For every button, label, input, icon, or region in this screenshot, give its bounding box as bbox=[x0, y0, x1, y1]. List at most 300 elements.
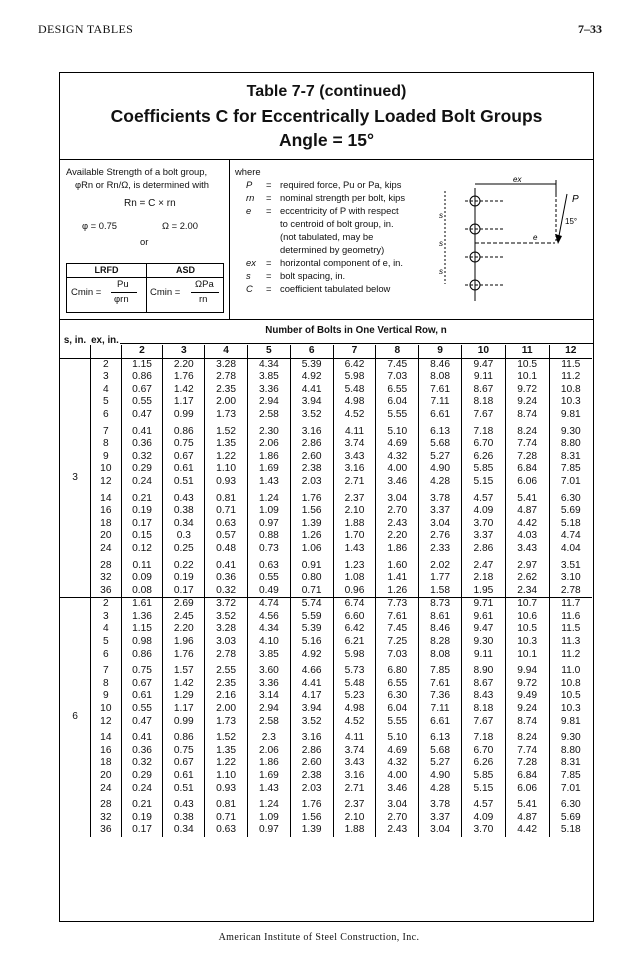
coefficient-cell: 0.57 bbox=[205, 530, 248, 543]
coefficient-cell: 4.42 bbox=[505, 824, 549, 837]
coefficient-cell: 0.67 bbox=[121, 384, 163, 397]
table-row bbox=[60, 422, 592, 439]
coefficient-cell: 3.16 bbox=[290, 422, 333, 439]
coefficient-cell: 2.86 bbox=[290, 745, 333, 758]
coefficient-cell: 4.74 bbox=[549, 530, 592, 543]
coefficient-cell: 8.74 bbox=[505, 716, 549, 729]
coefficient-cell: 6.80 bbox=[376, 661, 419, 678]
coefficient-cell: 0.32 bbox=[205, 585, 248, 598]
coefficient-cell: 2.55 bbox=[205, 661, 248, 678]
coefficient-cell: 2.58 bbox=[247, 409, 290, 422]
coefficient-cell: 1.17 bbox=[163, 703, 205, 716]
table-row bbox=[60, 585, 592, 598]
coefficient-cell: 5.39 bbox=[290, 623, 333, 636]
diagram-e-label: e bbox=[533, 233, 538, 242]
notes-divider bbox=[229, 159, 230, 319]
coefficient-cell: 7.11 bbox=[419, 396, 462, 409]
where-equals: = bbox=[266, 257, 272, 268]
coefficient-cell: 6.13 bbox=[419, 728, 462, 745]
coefficient-cell: 0.86 bbox=[121, 649, 163, 662]
table-angle: Angle = 15° bbox=[278, 130, 375, 150]
coefficient-cell: 3.74 bbox=[333, 438, 376, 451]
ex-value-cell: 7 bbox=[91, 661, 122, 678]
coefficient-cell: 2.3 bbox=[247, 728, 290, 745]
diagram-ex-label: ex bbox=[513, 176, 522, 184]
coefficient-cell: 8.31 bbox=[549, 451, 592, 464]
coefficient-cell: 4.00 bbox=[376, 770, 419, 783]
coefficient-cell: 5.59 bbox=[290, 611, 333, 624]
ex-value-cell: 10 bbox=[91, 703, 122, 716]
coefficient-cell: 1.73 bbox=[205, 716, 248, 729]
coefficient-cell: 2.02 bbox=[419, 556, 462, 573]
where-row bbox=[246, 230, 373, 243]
coefficient-cell: 0.80 bbox=[290, 572, 333, 585]
ex-header: ex, in. bbox=[91, 335, 119, 346]
coefficient-cell: 7.45 bbox=[376, 623, 419, 636]
coefficient-cell: 0.24 bbox=[121, 476, 163, 489]
coefficient-cell: 1.39 bbox=[290, 824, 333, 837]
coefficient-cell: 6.06 bbox=[505, 783, 549, 796]
coefficient-cell: 3.16 bbox=[333, 463, 376, 476]
coefficient-cell: 0.75 bbox=[121, 661, 163, 678]
coefficient-cell: 0.61 bbox=[121, 690, 163, 703]
coefficient-cell: 7.03 bbox=[376, 371, 419, 384]
ex-value-cell: 4 bbox=[91, 384, 122, 397]
coefficient-cell: 10.1 bbox=[505, 371, 549, 384]
coefficient-cell: 3.60 bbox=[247, 661, 290, 678]
coefficient-cell: 4.52 bbox=[333, 716, 376, 729]
coefficient-cell: 0.38 bbox=[163, 505, 205, 518]
ex-value-cell: 2 bbox=[91, 358, 122, 371]
coefficient-cell: 6.30 bbox=[549, 795, 592, 812]
coefficient-cell: 0.21 bbox=[121, 795, 163, 812]
coefficient-cell: 1.76 bbox=[163, 649, 205, 662]
table-row bbox=[60, 476, 592, 489]
coefficient-cell: 9.81 bbox=[549, 409, 592, 422]
coefficient-cell: 10.5 bbox=[549, 690, 592, 703]
coefficient-cell: 4.28 bbox=[419, 476, 462, 489]
note-line-1: Available Strength of a bolt group, bbox=[66, 166, 208, 177]
coefficient-cell: 7.01 bbox=[549, 783, 592, 796]
coefficient-cell: 2.97 bbox=[505, 556, 549, 573]
coefficient-cell: 11.5 bbox=[549, 623, 592, 636]
coefficient-cell: 1.76 bbox=[290, 489, 333, 506]
coefficient-cell: 0.32 bbox=[121, 451, 163, 464]
table-row bbox=[60, 824, 592, 837]
n-column-header: 7 bbox=[333, 345, 376, 358]
bolt-group-diagram bbox=[425, 176, 590, 306]
coefficient-cell: 0.17 bbox=[163, 585, 205, 598]
where-row bbox=[246, 243, 384, 256]
coefficient-cell: 2.86 bbox=[290, 438, 333, 451]
coefficients-table bbox=[60, 345, 592, 837]
coefficient-cell: 1.35 bbox=[205, 745, 248, 758]
coefficient-cell: 2.78 bbox=[205, 649, 248, 662]
n-column-header: 12 bbox=[549, 345, 592, 358]
coefficient-cell: 1.24 bbox=[247, 489, 290, 506]
coefficient-cell: 0.63 bbox=[205, 518, 248, 531]
table-row bbox=[60, 409, 592, 422]
coefficient-cell: 0.71 bbox=[205, 505, 248, 518]
coefficient-cell: 6.70 bbox=[461, 745, 505, 758]
coefficient-cell: 7.45 bbox=[376, 358, 419, 371]
where-equals: = bbox=[266, 283, 272, 294]
coefficient-cell: 5.98 bbox=[333, 649, 376, 662]
coefficient-cell: 1.06 bbox=[290, 543, 333, 556]
coefficient-cell: 8.31 bbox=[549, 757, 592, 770]
n-column-header: 4 bbox=[205, 345, 248, 358]
table-number: Table 7-7 (continued) bbox=[246, 83, 407, 100]
coefficient-cell: 11.2 bbox=[549, 371, 592, 384]
coefficient-cell: 0.86 bbox=[163, 422, 205, 439]
coefficient-cell: 8.80 bbox=[549, 438, 592, 451]
coefficient-cell: 0.41 bbox=[121, 422, 163, 439]
ex-value-cell: 18 bbox=[91, 518, 122, 531]
coefficient-cell: 10.3 bbox=[505, 636, 549, 649]
lrfd-denominator: φrn bbox=[114, 294, 129, 305]
coefficient-cell: 0.22 bbox=[163, 556, 205, 573]
coefficient-cell: 10.8 bbox=[549, 384, 592, 397]
coefficient-cell: 5.15 bbox=[461, 476, 505, 489]
table-row bbox=[60, 505, 592, 518]
coefficient-cell: 1.41 bbox=[376, 572, 419, 585]
ex-value-cell: 9 bbox=[91, 451, 122, 464]
ex-value-cell: 12 bbox=[91, 716, 122, 729]
coefficient-cell: 0.86 bbox=[163, 728, 205, 745]
coefficient-cell: 3.04 bbox=[376, 795, 419, 812]
ex-value-cell: 14 bbox=[91, 728, 122, 745]
coefficient-cell: 2.43 bbox=[376, 824, 419, 837]
table-row bbox=[60, 678, 592, 691]
ex-value-cell: 32 bbox=[91, 572, 122, 585]
table-row bbox=[60, 451, 592, 464]
coefficient-cell: 0.91 bbox=[290, 556, 333, 573]
coefficient-cell: 2.18 bbox=[461, 572, 505, 585]
coefficient-cell: 9.30 bbox=[549, 728, 592, 745]
table-row bbox=[60, 770, 592, 783]
coefficient-cell: 5.85 bbox=[461, 770, 505, 783]
where-equals: = bbox=[266, 179, 272, 190]
coefficient-cell: 3.46 bbox=[376, 783, 419, 796]
coefficient-cell: 0.17 bbox=[121, 518, 163, 531]
coefficient-cell: 5.74 bbox=[290, 598, 333, 611]
coefficient-cell: 9.47 bbox=[461, 358, 505, 371]
coefficient-cell: 5.69 bbox=[549, 505, 592, 518]
where-text: nominal strength per bolt, kips bbox=[280, 192, 406, 203]
coefficient-cell: 6.26 bbox=[461, 451, 505, 464]
coefficient-cell: 3.70 bbox=[461, 824, 505, 837]
coefficient-cell: 11.3 bbox=[549, 636, 592, 649]
ex-value-cell: 24 bbox=[91, 783, 122, 796]
coefficient-cell: 1.10 bbox=[205, 770, 248, 783]
coefficient-cell: 1.26 bbox=[290, 530, 333, 543]
coefficient-cell: 7.28 bbox=[505, 757, 549, 770]
coefficient-cell: 5.73 bbox=[333, 661, 376, 678]
table-row bbox=[60, 598, 592, 611]
coefficient-cell: 9.72 bbox=[505, 678, 549, 691]
table-row bbox=[60, 463, 592, 476]
coefficient-cell: 11.6 bbox=[549, 611, 592, 624]
coefficient-cell: 6.21 bbox=[333, 636, 376, 649]
coefficient-cell: 2.38 bbox=[290, 463, 333, 476]
coefficient-cell: 8.18 bbox=[461, 396, 505, 409]
coefficient-cell: 9.61 bbox=[461, 611, 505, 624]
where-row bbox=[246, 282, 390, 295]
coefficient-cell: 6.61 bbox=[419, 409, 462, 422]
table-row bbox=[60, 611, 592, 624]
diagram-s-label-2: s bbox=[439, 239, 443, 248]
coefficient-cell: 6.26 bbox=[461, 757, 505, 770]
table-row bbox=[60, 690, 592, 703]
coefficient-cell: 3.78 bbox=[419, 795, 462, 812]
coefficient-cell: 0.67 bbox=[163, 757, 205, 770]
coefficient-cell: 6.55 bbox=[376, 678, 419, 691]
coefficient-cell: 4.00 bbox=[376, 463, 419, 476]
coefficient-cell: 1.88 bbox=[333, 518, 376, 531]
coefficient-cell: 1.76 bbox=[290, 795, 333, 812]
where-symbol: s bbox=[246, 270, 251, 281]
table-row bbox=[60, 703, 592, 716]
coefficient-cell: 7.61 bbox=[419, 384, 462, 397]
coefficient-cell: 7.85 bbox=[419, 661, 462, 678]
lrfd-asd-box bbox=[66, 263, 224, 313]
ex-value-cell: 3 bbox=[91, 611, 122, 624]
coefficient-cell: 0.3 bbox=[163, 530, 205, 543]
box-vline bbox=[146, 264, 147, 312]
coefficient-cell: 0.36 bbox=[121, 745, 163, 758]
coefficient-cell: 4.98 bbox=[333, 703, 376, 716]
coefficient-cell: 7.85 bbox=[549, 770, 592, 783]
coefficient-cell: 2.47 bbox=[461, 556, 505, 573]
coefficient-cell: 1.96 bbox=[163, 636, 205, 649]
coefficient-cell: 9.81 bbox=[549, 716, 592, 729]
coefficient-cell: 3.94 bbox=[290, 703, 333, 716]
table-frame bbox=[59, 72, 594, 922]
table-row bbox=[60, 518, 592, 531]
cmin-asd-label: Cmin = bbox=[150, 287, 181, 298]
coefficient-cell: 7.25 bbox=[376, 636, 419, 649]
coefficient-cell: 1.22 bbox=[205, 757, 248, 770]
coefficient-cell: 1.88 bbox=[333, 824, 376, 837]
coefficient-cell: 8.67 bbox=[461, 678, 505, 691]
coefficient-cell: 10.8 bbox=[549, 678, 592, 691]
coefficient-cell: 6.70 bbox=[461, 438, 505, 451]
coefficient-cell: 0.63 bbox=[247, 556, 290, 573]
ex-value-cell: 4 bbox=[91, 623, 122, 636]
coefficient-cell: 7.67 bbox=[461, 716, 505, 729]
asd-header: ASD bbox=[175, 265, 195, 275]
n-column-header: 6 bbox=[290, 345, 333, 358]
coefficient-cell: 6.06 bbox=[505, 476, 549, 489]
coefficient-cell: 2.10 bbox=[333, 505, 376, 518]
coefficient-cell: 2.62 bbox=[505, 572, 549, 585]
coefficient-cell: 7.11 bbox=[419, 703, 462, 716]
coefficient-cell: 2.33 bbox=[419, 543, 462, 556]
n-column-header: 2 bbox=[121, 345, 163, 358]
where-text: horizontal component of e, in. bbox=[280, 257, 403, 268]
coefficient-cell: 1.15 bbox=[121, 623, 163, 636]
coefficient-cell: 3.28 bbox=[205, 623, 248, 636]
coefficient-cell: 2.38 bbox=[290, 770, 333, 783]
ex-value-cell: 16 bbox=[91, 745, 122, 758]
coefficient-cell: 2.71 bbox=[333, 783, 376, 796]
coefficient-cell: 3.10 bbox=[549, 572, 592, 585]
coefficient-cell: 2.20 bbox=[163, 358, 205, 371]
coefficient-cell: 5.10 bbox=[376, 728, 419, 745]
coefficient-cell: 5.41 bbox=[505, 489, 549, 506]
coefficient-cell: 0.96 bbox=[333, 585, 376, 598]
coefficient-cell: 1.76 bbox=[163, 371, 205, 384]
table-row bbox=[60, 396, 592, 409]
coefficient-cell: 0.51 bbox=[163, 476, 205, 489]
coefficient-cell: 5.55 bbox=[376, 716, 419, 729]
coefficient-cell: 0.41 bbox=[205, 556, 248, 573]
diagram-p-label: P bbox=[572, 194, 579, 205]
coefficient-cell: 4.92 bbox=[290, 649, 333, 662]
coefficient-cell: 3.16 bbox=[290, 728, 333, 745]
ex-value-cell: 9 bbox=[91, 690, 122, 703]
coefficient-cell: 2.03 bbox=[290, 476, 333, 489]
coefficient-cell: 0.12 bbox=[121, 543, 163, 556]
coefficient-cell: 11.0 bbox=[549, 661, 592, 678]
coefficient-cell: 6.60 bbox=[333, 611, 376, 624]
table-row bbox=[60, 728, 592, 745]
coefficient-cell: 1.17 bbox=[163, 396, 205, 409]
where-equals: = bbox=[266, 192, 272, 203]
coefficient-cell: 3.36 bbox=[247, 678, 290, 691]
coefficient-cell: 4.57 bbox=[461, 489, 505, 506]
coefficient-cell: 8.74 bbox=[505, 409, 549, 422]
coefficient-cell: 1.09 bbox=[247, 812, 290, 825]
coefficient-cell: 1.86 bbox=[247, 451, 290, 464]
coefficient-cell: 0.29 bbox=[121, 463, 163, 476]
coefficient-cell: 6.42 bbox=[333, 358, 376, 371]
coefficient-cell: 2.69 bbox=[163, 598, 205, 611]
coefficient-cell: 2.20 bbox=[376, 530, 419, 543]
coefficient-cell: 5.39 bbox=[290, 358, 333, 371]
coefficient-cell: 3.04 bbox=[419, 824, 462, 837]
coefficient-cell: 1.56 bbox=[290, 812, 333, 825]
coefficient-cell: 9.24 bbox=[505, 396, 549, 409]
coefficient-cell: 6.61 bbox=[419, 716, 462, 729]
coefficient-cell: 0.32 bbox=[121, 757, 163, 770]
coefficient-cell: 4.69 bbox=[376, 438, 419, 451]
coefficient-cell: 1.70 bbox=[333, 530, 376, 543]
where-symbol: ex bbox=[246, 257, 256, 268]
s-value-cell: 6 bbox=[60, 598, 91, 837]
table-row bbox=[60, 623, 592, 636]
coefficient-cell: 3.36 bbox=[247, 384, 290, 397]
coefficient-cell: 0.48 bbox=[205, 543, 248, 556]
coefficient-cell: 0.99 bbox=[163, 409, 205, 422]
coefficient-cell: 3.04 bbox=[419, 518, 462, 531]
coefficient-cell: 4.92 bbox=[290, 371, 333, 384]
coefficient-cell: 4.41 bbox=[290, 678, 333, 691]
coefficient-cell: 0.41 bbox=[121, 728, 163, 745]
s-value-cell: 3 bbox=[60, 358, 91, 598]
coefficient-cell: 3.78 bbox=[419, 489, 462, 506]
coefficient-cell: 4.87 bbox=[505, 505, 549, 518]
where-text: bolt spacing, in. bbox=[280, 270, 346, 281]
coefficient-cell: 0.73 bbox=[247, 543, 290, 556]
asd-denominator: rn bbox=[199, 294, 208, 305]
coefficient-cell: 8.46 bbox=[419, 623, 462, 636]
coefficient-cell: 8.08 bbox=[419, 371, 462, 384]
where-equals: = bbox=[266, 205, 272, 216]
coefficient-cell: 4.03 bbox=[505, 530, 549, 543]
ex-value-cell: 6 bbox=[91, 409, 122, 422]
coefficient-cell: 7.18 bbox=[461, 422, 505, 439]
coefficient-cell: 0.93 bbox=[205, 476, 248, 489]
where-text: (not tabulated, may be bbox=[280, 231, 374, 242]
where-symbol: e bbox=[246, 205, 252, 216]
coefficient-cell: 7.61 bbox=[419, 678, 462, 691]
coefficient-cell: 0.75 bbox=[163, 438, 205, 451]
coefficient-cell: 6.84 bbox=[505, 463, 549, 476]
ex-value-cell: 36 bbox=[91, 585, 122, 598]
coefficient-cell: 4.42 bbox=[505, 518, 549, 531]
where-text: determined by geometry) bbox=[280, 244, 385, 255]
ex-value-cell: 36 bbox=[91, 824, 122, 837]
coefficient-cell: 8.43 bbox=[461, 690, 505, 703]
coefficient-cell: 10.3 bbox=[549, 396, 592, 409]
coefficient-cell: 0.36 bbox=[121, 438, 163, 451]
coefficient-cell: 7.85 bbox=[549, 463, 592, 476]
where-text: eccentricity of P with respect bbox=[280, 205, 399, 216]
coefficient-cell: 6.84 bbox=[505, 770, 549, 783]
coefficient-cell: 9.24 bbox=[505, 703, 549, 716]
where-row bbox=[246, 204, 399, 217]
coefficient-cell: 1.43 bbox=[333, 543, 376, 556]
coefficient-cell: 0.15 bbox=[121, 530, 163, 543]
coefficient-cell: 4.90 bbox=[419, 463, 462, 476]
coefficient-cell: 1.42 bbox=[163, 678, 205, 691]
coefficient-cell: 3.43 bbox=[505, 543, 549, 556]
coefficient-cell: 7.01 bbox=[549, 476, 592, 489]
n-column-header: 8 bbox=[376, 345, 419, 358]
coefficient-cell: 0.47 bbox=[121, 716, 163, 729]
coefficient-cell: 7.67 bbox=[461, 409, 505, 422]
coefficient-cell: 1.73 bbox=[205, 409, 248, 422]
coefficient-cell: 8.46 bbox=[419, 358, 462, 371]
coefficient-cell: 2.35 bbox=[205, 384, 248, 397]
coefficient-cell: 9.49 bbox=[505, 690, 549, 703]
coefficient-cell: 0.34 bbox=[163, 824, 205, 837]
coefficient-cell: 6.74 bbox=[333, 598, 376, 611]
column-header-row bbox=[60, 345, 592, 358]
coefficient-cell: 0.43 bbox=[163, 489, 205, 506]
coefficient-cell: 0.21 bbox=[121, 489, 163, 506]
coefficient-cell: 3.46 bbox=[376, 476, 419, 489]
coefficient-cell: 1.52 bbox=[205, 728, 248, 745]
coefficient-cell: 0.55 bbox=[121, 396, 163, 409]
coefficient-cell: 8.28 bbox=[419, 636, 462, 649]
coefficient-cell: 0.61 bbox=[163, 770, 205, 783]
coefficient-cell: 0.97 bbox=[247, 824, 290, 837]
lrfd-fraction-bar bbox=[111, 292, 137, 293]
section-title: DESIGN TABLES bbox=[38, 22, 134, 36]
where-symbol: P bbox=[246, 179, 253, 190]
ex-value-cell: 8 bbox=[91, 678, 122, 691]
coefficient-cell: 4.90 bbox=[419, 770, 462, 783]
coefficient-cell: 5.10 bbox=[376, 422, 419, 439]
coefficient-cell: 5.27 bbox=[419, 451, 462, 464]
where-row bbox=[246, 191, 405, 204]
coefficient-cell: 0.17 bbox=[121, 824, 163, 837]
coefficient-cell: 2.00 bbox=[205, 703, 248, 716]
coefficient-cell: 2.45 bbox=[163, 611, 205, 624]
coefficient-cell: 1.95 bbox=[461, 585, 505, 598]
